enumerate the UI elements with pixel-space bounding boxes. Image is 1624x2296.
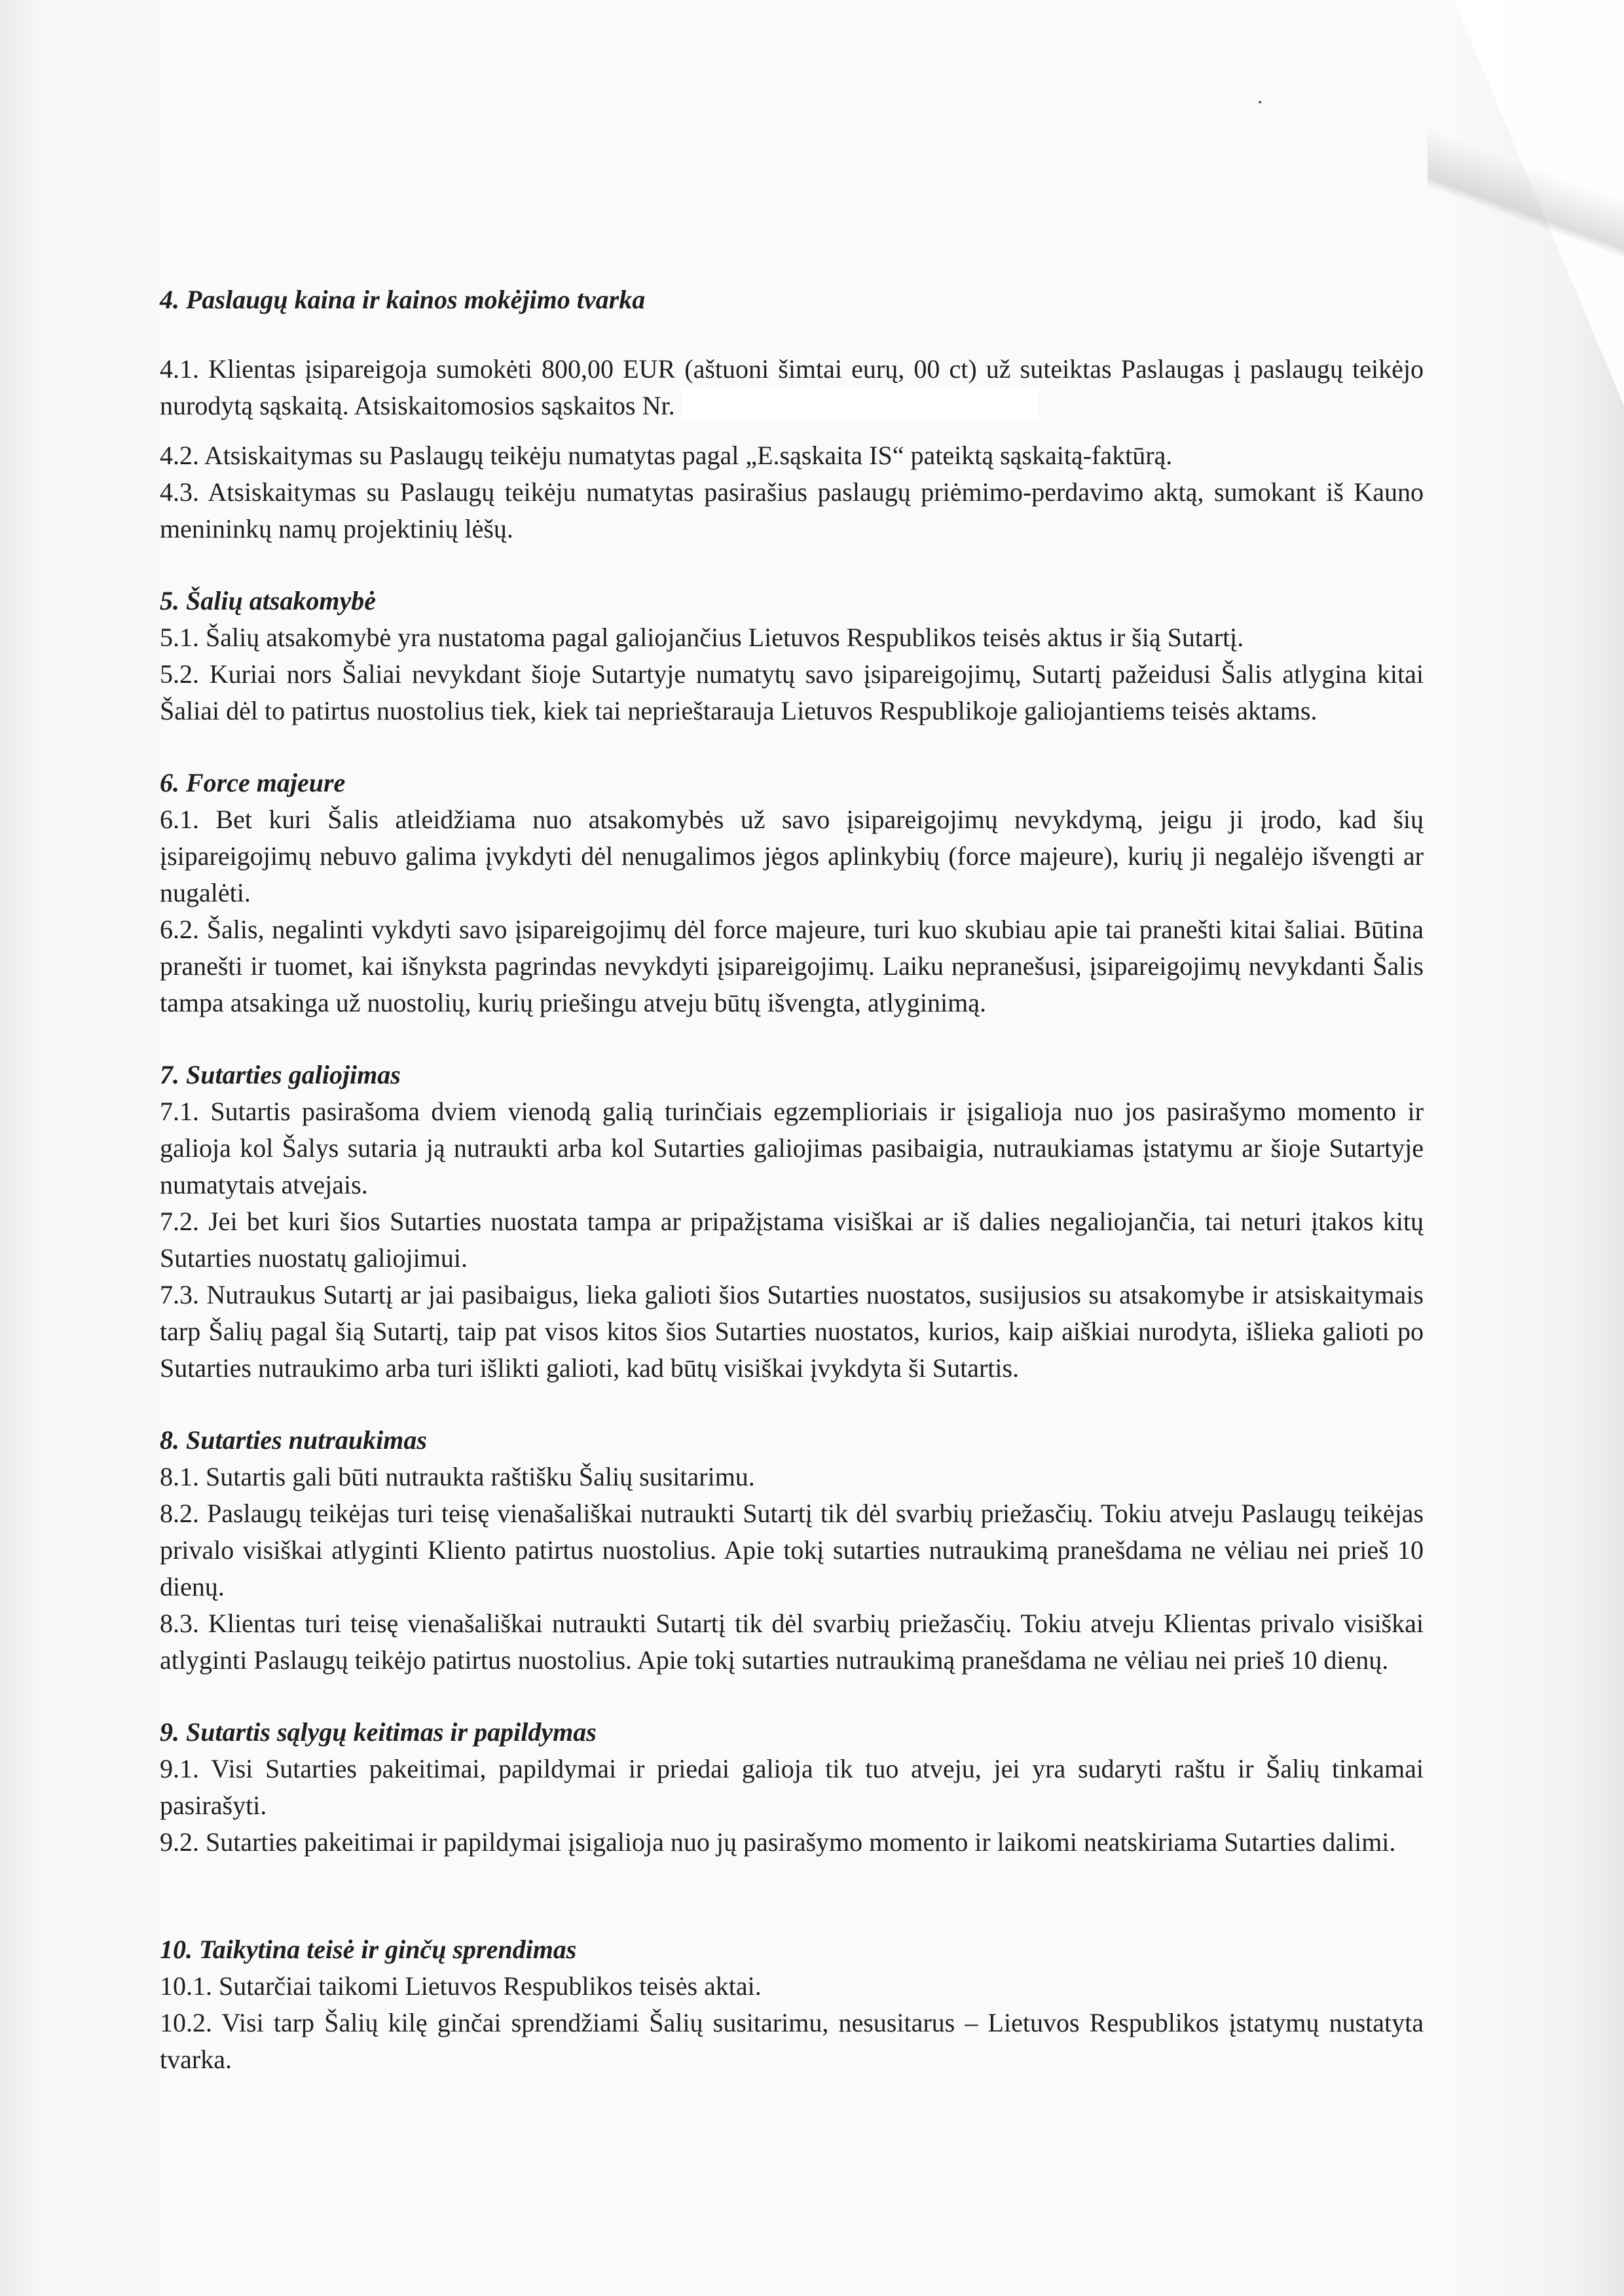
clause-8-3: 8.3. Klientas turi teisę vienašališkai nutraukti Sutartį tik dėl svarbių priežasčių. Tokiu atveju Klientas privalo visiškai atlyginti Paslaugų teikėjo patirtus nuostolius. Apie tokį sutarties nutraukimą pranešdama ne vėliau nei prieš 10 dienų. [160,1609,1424,1675]
clause-7-2: 7.2. Jei bet kuri šios Sutarties nuostata tampa ar pripažįstama visiškai ar iš dalies negaliojančia, tai neturi įtakos kitų Sutarties nuostatų galiojimui. [160,1207,1424,1273]
clause-4-1-text: 4.1. Klientas įsipareigoja sumokėti 800,00 EUR (aštuoni šimtai eurų, 00 ct) už suteiktas Paslaugas į paslaugų teikėjo nurodytą sąskaitą. Atsiskaitomosios sąskaitos Nr. [160,354,1424,420]
clause-5-2: 5.2. Kuriai nors Šaliai nevykdant šioje Sutartyje numatytų savo įsipareigojimų, Sutartį pažeidusi Šalis atlygina kitai Šaliai dėl to patirtus nuostolius tiek, kiek tai neprieštarauja Lietuvos Respublikoje galiojantiems teisės aktams. [160,659,1424,725]
section-8-heading: 8. Sutarties nutraukimas [160,1425,427,1455]
clause-6-2: 6.2. Šalis, negalinti vykdyti savo įsipareigojimų dėl force majeure, turi kuo skubiau apie tai pranešti kitai šaliai. Būtina pranešti ir tuomet, kai išnyksta pagrindas nevykdyti įsipareigojimų. Laiku nepranešusi, įsipareigojimų nevykdanti Šalis tampa atsakinga už nuostolių, kurių priešingu atveju būtų išvengta, atlyginimą. [160,915,1424,1017]
clause-7-1: 7.1. Sutartis pasirašoma dviem vienodą galią turinčiais egzemplioriais ir įsigalioja nuo jos pasirašymo momento ir galioja kol Šalys sutaria ją nutraukti arba kol Sutarties galiojimas pasibaigia, nutraukiamas įstatymu ar šioje Sutartyje numatytais atvejais. [160,1097,1424,1199]
scan-speck [1259,101,1261,103]
section-6-heading: 6. Force majeure [160,768,346,797]
section-4-heading: 4. Paslaugų kaina ir kainos mokėjimo tvarka [160,285,646,314]
redacted-account-number [682,388,1039,421]
clause-10-1: 10.1. Sutarčiai taikomi Lietuvos Respublikos teisės aktai. [160,1971,762,2001]
clause-10-2: 10.2. Visi tarp Šalių kilę ginčai sprendžiami Šalių susitarimu, nesusitarus – Lietuvos Respublikos įstatymų nustatyta tvarka. [160,2008,1424,2074]
fold-shadow [1428,0,1624,426]
clause-8-1: 8.1. Sutartis gali būti nutraukta raštišku Šalių susitarimu. [160,1462,755,1491]
section-7-heading: 7. Sutarties galiojimas [160,1060,401,1089]
clause-4-2: 4.2. Atsiskaitymas su Paslaugų teikėju numatytas pagal „E.sąskaita IS“ pateiktą sąskaitą-faktūrą. [160,441,1173,470]
clause-6-1: 6.1. Bet kuri Šalis atleidžiama nuo atsakomybės už savo įsipareigojimų nevykdymą, jeigu ji įrodo, kad šių įsipareigojimų nebuvo galima įvykdyti dėl nenugalimos jėgos aplinkybių (force majeure), kurių ji negalėjo išvengti ar nugalėti. [160,805,1424,907]
section-9-heading: 9. Sutartis sąlygų keitimas ir papildymas [160,1717,597,1747]
document-body [160,282,1424,2078]
clause-8-2: 8.2. Paslaugų teikėjas turi teisę vienašališkai nutraukti Sutartį tik dėl svarbių priežasčių. Tokiu atveju Paslaugų teikėjas privalo visiškai atlyginti Kliento patirtus nuostolius. Apie tokį sutarties nutraukimą pranešdama ne vėliau nei prieš 10 dienų. [160,1499,1424,1601]
section-5-heading: 5. Šalių atsakomybė [160,586,377,615]
clause-5-1: 5.1. Šalių atsakomybė yra nustatoma pagal galiojančius Lietuvos Respublikos teisės aktus ir šią Sutartį. [160,623,1244,652]
clause-4-3: 4.3. Atsiskaitymas su Paslaugų teikėju numatytas pasirašius paslaugų priėmimo-perdavimo aktą, sumokant iš Kauno menininkų namų projektinių lėšų. [160,477,1424,543]
clause-9-2: 9.2. Sutarties pakeitimai ir papildymai įsigalioja nuo jų pasirašymo momento ir laikomi neatskiriama Sutarties dalimi. [160,1827,1396,1857]
clause-9-1: 9.1. Visi Sutarties pakeitimai, papildymai ir priedai galioja tik tuo atveju, jei yra sudaryti raštu ir Šalių tinkamai pasirašyti. [160,1754,1424,1820]
clause-7-3: 7.3. Nutraukus Sutartį ar jai pasibaigus, lieka galioti šios Sutarties nuostatos, susijusios su atsakomybe ir atsiskaitymais tarp Šalių pagal šią Sutartį, taip pat visos kitos šios Sutarties nuostatos, kurios, kaip aiškiai nurodyta, išlieka galioti po Sutarties nutraukimo arba turi išlikti galioti, kad būtų visiškai įvykdyta ši Sutartis. [160,1280,1424,1383]
section-10-heading: 10. Taikytina teisė ir ginčų sprendimas [160,1935,577,1964]
clause-4-1 [160,351,1424,424]
